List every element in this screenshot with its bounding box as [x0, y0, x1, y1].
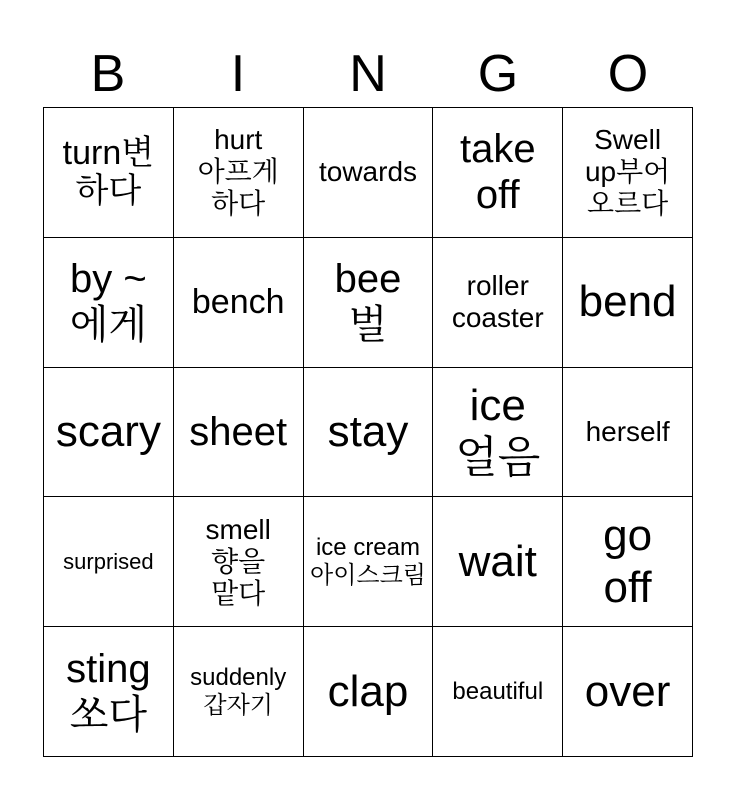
cell-text: hurt 아프게 하다	[197, 124, 279, 220]
cell-text: take off	[459, 127, 536, 218]
header-letter-g: G	[477, 45, 519, 103]
bingo-cell[interactable]	[304, 108, 434, 238]
bingo-board	[43, 107, 693, 757]
bingo-cell[interactable]	[563, 627, 693, 757]
cell-text: over	[584, 666, 671, 716]
bingo-cell[interactable]	[44, 238, 174, 368]
cell-text: Swell up부어오르다	[584, 124, 671, 220]
cell-text: beautiful	[452, 677, 544, 705]
bingo-cell[interactable]	[304, 497, 434, 627]
bingo-cell[interactable]	[433, 368, 563, 498]
header-letter-i: I	[230, 45, 246, 103]
header-letter-n: N	[349, 45, 387, 103]
header-letter-o: O	[607, 45, 649, 103]
bingo-cell[interactable]	[174, 368, 304, 498]
bingo-cell[interactable]	[174, 497, 304, 627]
bingo-cell[interactable]	[174, 238, 304, 368]
bingo-header	[43, 40, 693, 108]
cell-text: roller coaster	[451, 270, 544, 334]
bingo-cell[interactable]	[563, 368, 693, 498]
cell-text: clap	[327, 666, 409, 716]
cell-text: sting 쏘다	[66, 646, 151, 737]
bingo-cell[interactable]	[44, 108, 174, 238]
cell-text: suddenly 갑자기	[190, 663, 287, 719]
bingo-cell[interactable]	[304, 238, 434, 368]
bingo-cell[interactable]	[304, 627, 434, 757]
bingo-cell[interactable]	[174, 627, 304, 757]
cell-text: scary	[55, 406, 161, 456]
cell-text: towards	[318, 156, 418, 188]
bingo-cell[interactable]	[563, 238, 693, 368]
header-letter-b: B	[90, 45, 126, 103]
cell-text: wait	[458, 536, 537, 586]
cell-text: by ~ 에게	[69, 257, 148, 348]
cell-text: surprised	[63, 548, 154, 574]
cell-text: go off	[603, 510, 653, 612]
bingo-cell[interactable]	[174, 108, 304, 238]
bingo-cell[interactable]	[433, 497, 563, 627]
cell-text: ice 얼음	[455, 380, 541, 482]
bingo-cell[interactable]	[44, 627, 174, 757]
cell-text: herself	[585, 415, 670, 447]
cell-text: bench	[191, 283, 285, 322]
bingo-cell[interactable]	[304, 368, 434, 498]
bingo-cell[interactable]	[433, 108, 563, 238]
bingo-cell[interactable]	[563, 108, 693, 238]
cell-text: bee 벌	[334, 257, 402, 348]
bingo-cell[interactable]	[433, 627, 563, 757]
cell-text: sheet	[189, 409, 288, 454]
cell-text: smell 향을 맡다	[205, 513, 271, 609]
cell-text: stay	[327, 406, 409, 456]
bingo-cell[interactable]	[44, 368, 174, 498]
cell-text: turn변하다	[62, 134, 155, 211]
bingo-cell[interactable]	[44, 497, 174, 627]
bingo-cell[interactable]	[563, 497, 693, 627]
cell-text: ice cream 아이스크림	[310, 533, 426, 589]
cell-text: bend	[578, 277, 677, 327]
bingo-cell[interactable]	[433, 238, 563, 368]
